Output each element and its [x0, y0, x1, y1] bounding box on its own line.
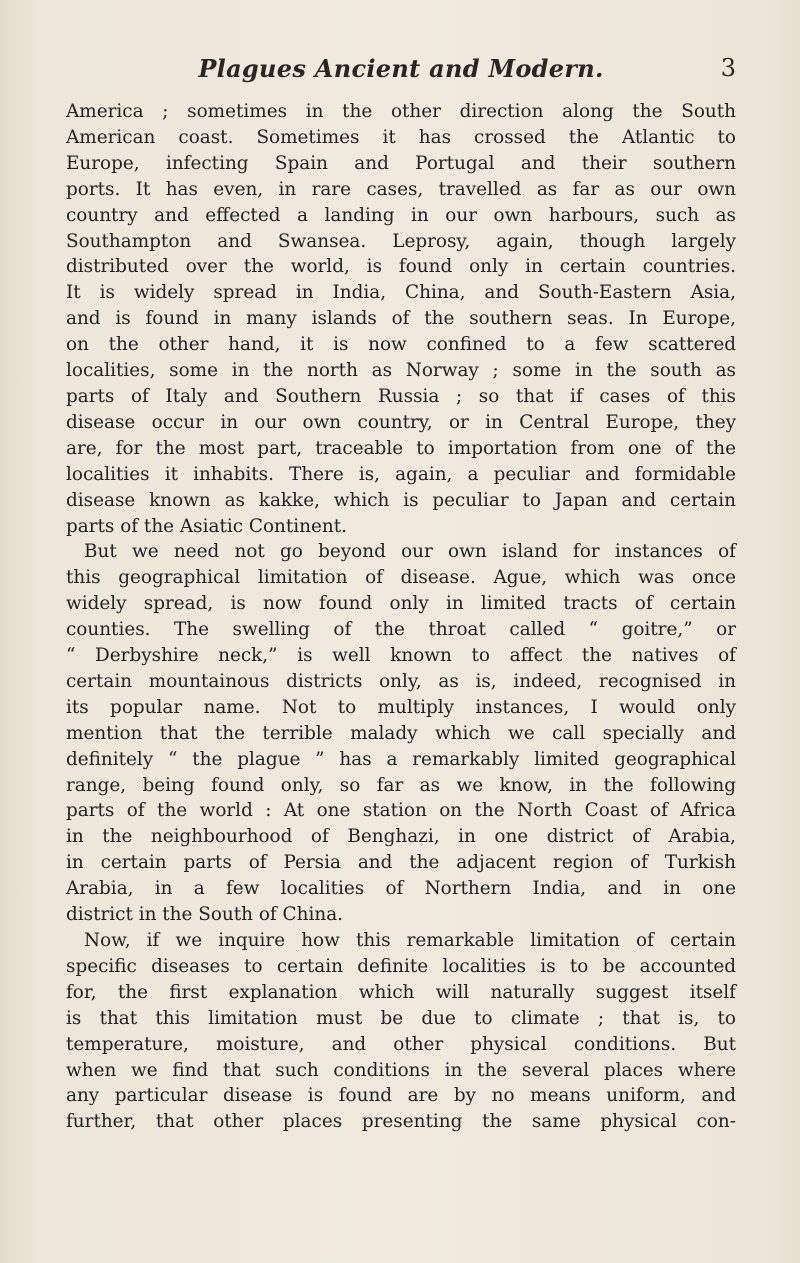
text-line: for, the first explanation which will naturally suggest itself — [66, 981, 736, 1003]
text-line: America ; sometimes in the other direction along the South — [66, 101, 736, 122]
paragraph — [66, 539, 736, 928]
text-line: American coast. Sometimes it has crossed the Atlantic to — [66, 126, 736, 148]
body-text — [66, 99, 736, 1135]
text-line: mention that the terrible malady which we call specially and — [66, 722, 736, 744]
text-line: parts of the Asiatic Continent. — [66, 515, 347, 537]
text-line: Southampton and Swansea. Leprosy, again, though largely — [66, 230, 736, 252]
text-line: further, that other places presenting the same physical con- — [66, 1111, 736, 1133]
text-line: parts of Italy and Southern Russia ; so that if cases of this — [66, 385, 736, 407]
text-line: any particular disease is found are by no means uniform, and — [66, 1085, 736, 1107]
text-line: It is widely spread in India, China, and South-Eastern Asia, — [66, 282, 736, 304]
text-line: counties. The swelling of the throat called “ goitre,” or — [66, 619, 736, 641]
text-line: this geographical limitation of disease. Ague, which was once — [66, 567, 736, 589]
text-line: Europe, infecting Spain and Portugal and their southern — [66, 152, 736, 174]
text-line: definitely “ the plague ” has a remarkably limited geographical — [66, 748, 736, 770]
text-line: disease known as kakke, which is peculiar to Japan and certain — [66, 489, 736, 511]
text-line: when we find that such conditions in the several places where — [66, 1059, 736, 1081]
text-line: localities, some in the north as Norway ; some in the south as — [66, 360, 736, 382]
text-line: on the other hand, it is now confined to a few scattered — [66, 334, 736, 356]
text-line: in certain parts of Persia and the adjacent region of Turkish — [66, 852, 736, 874]
text-line: district in the South of China. — [66, 904, 344, 926]
paragraph — [66, 928, 736, 1135]
text-line: certain mountainous districts only, as is, indeed, recognised in — [66, 670, 736, 692]
paragraph — [66, 99, 736, 539]
text-line: is that this limitation must be due to climate ; that is, to — [66, 1007, 736, 1029]
text-line: disease occur in our own country, or in Central Europe, they — [66, 411, 736, 433]
text-line: country and effected a landing in our own harbours, such as — [66, 204, 736, 226]
text-line: and is found in many islands of the southern seas. In Europe, — [66, 308, 736, 330]
text-line: ports. It has even, in rare cases, travelled as far as our own — [66, 178, 736, 200]
page-number: 3 — [720, 54, 736, 82]
text-line: specific diseases to certain definite localities is to be accounted — [66, 955, 736, 977]
text-line: Now, if we inquire how this remarkable limitation of certain — [84, 930, 736, 951]
text-line: widely spread, is now found only in limited tracts of certain — [66, 593, 736, 615]
text-line: parts of the world : At one station on the North Coast of Africa — [66, 800, 736, 822]
text-line: its popular name. Not to multiply instances, I would only — [66, 696, 736, 718]
text-line: But we need not go beyond our own island for instances of — [84, 541, 736, 563]
text-line: “ Derbyshire neck,” is well known to affect the natives of — [66, 645, 736, 667]
text-line: temperature, moisture, and other physical conditions. But — [66, 1033, 736, 1055]
text-line: distributed over the world, is found only in certain countries. — [66, 256, 736, 278]
text-line: are, for the most part, traceable to importation from one of the — [66, 437, 736, 459]
running-title: Plagues Ancient and Modern. — [198, 54, 604, 83]
text-line: Arabia, in a few localities of Northern India, and in one — [66, 878, 736, 900]
text-line: range, being found only, so far as we know, in the following — [66, 774, 736, 796]
text-line: in the neighbourhood of Benghazi, in one district of Arabia, — [66, 826, 736, 848]
page-header — [66, 54, 736, 94]
text-line: localities it inhabits. There is, again, a peculiar and formidable — [66, 463, 736, 485]
